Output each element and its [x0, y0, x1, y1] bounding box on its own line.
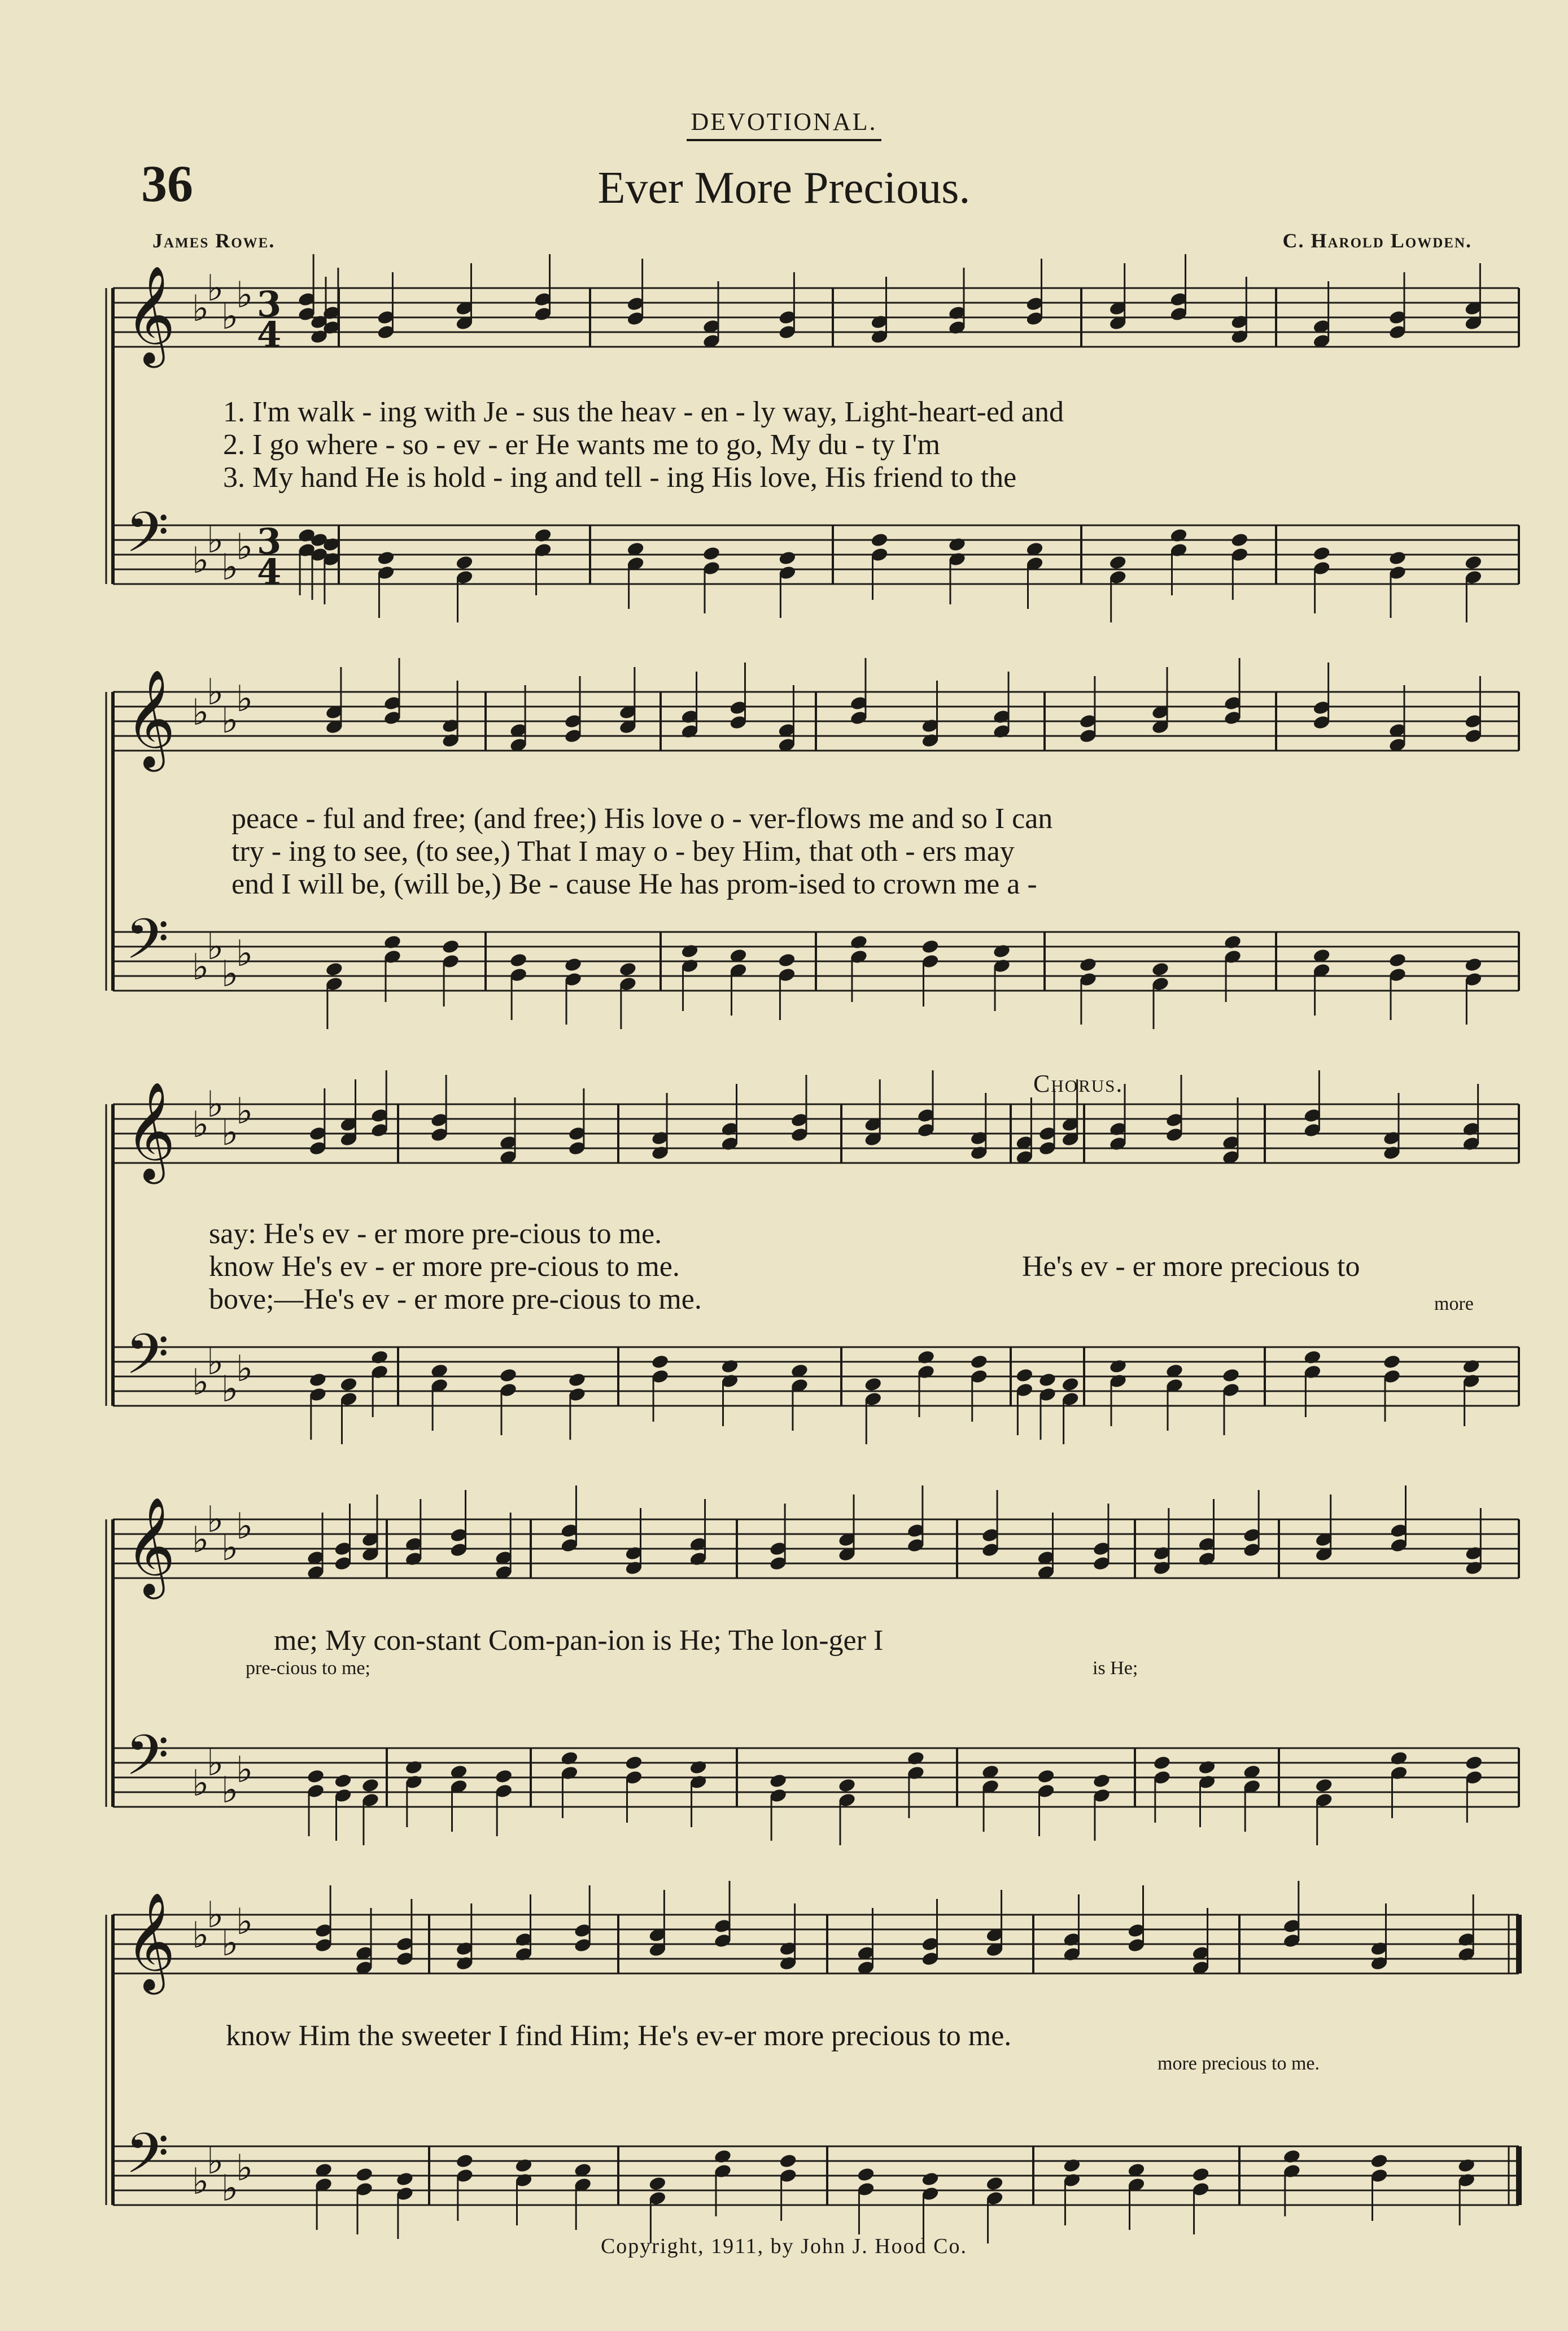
note-head: [702, 546, 720, 561]
note-head: [1230, 532, 1249, 548]
flat-sign: ♭: [221, 1770, 239, 1811]
chorus-label: Chorus.: [1033, 1070, 1124, 1097]
note-head: [383, 934, 401, 950]
time-signature-bottom: 4: [257, 314, 282, 355]
note-head: [1388, 550, 1407, 566]
note-head: [404, 1759, 423, 1775]
flat-sign: ♭: [207, 1341, 224, 1383]
flat-sign: ♭: [192, 1519, 209, 1561]
note-head: [1464, 957, 1483, 973]
lyric-system-5: know Him the sweeter I find Him; He's ev-er more precious to me.: [226, 2020, 1012, 2052]
note-head: [720, 1358, 739, 1374]
note-head: [857, 2167, 875, 2182]
flat-sign: ♭: [207, 926, 224, 968]
flat-sign: ♭: [192, 692, 209, 734]
note-head: [1108, 1358, 1127, 1374]
flat-sign: ♭: [207, 268, 224, 310]
note-head: [1198, 1759, 1216, 1775]
note-head: [689, 1759, 707, 1775]
note-head: [509, 952, 528, 968]
note-head: [370, 1349, 389, 1365]
note-head: [564, 957, 582, 973]
note-head: [495, 1768, 513, 1784]
note-head: [1388, 952, 1407, 968]
note-head: [947, 537, 966, 552]
note-head: [499, 1367, 517, 1383]
note-head: [713, 2149, 732, 2164]
note-head: [906, 1750, 925, 1766]
note-head: [361, 1777, 379, 1793]
note-head: [969, 1354, 988, 1370]
note-head: [377, 550, 395, 566]
note-head: [1061, 1376, 1080, 1392]
flat-sign: ♭: [236, 275, 254, 316]
note-head: [870, 532, 889, 548]
note-head: [1038, 1372, 1056, 1388]
note-head: [1092, 1773, 1111, 1789]
note-head: [1169, 528, 1188, 543]
flat-sign: ♭: [236, 1901, 254, 1943]
note-head: [1037, 1768, 1055, 1784]
flat-sign: ♭: [221, 296, 239, 338]
note-head: [455, 555, 474, 570]
note-head: [921, 939, 940, 955]
flat-sign: ♭: [207, 672, 224, 713]
flat-sign: ♭: [207, 1084, 224, 1126]
echo-text-system-4: pre-cious to me;: [246, 1658, 370, 1679]
lyric-verse-1-system-3: say: He's ev - er more pre-cious to me.: [209, 1218, 662, 1250]
note-head: [1224, 934, 1242, 950]
note-head: [992, 943, 1011, 959]
note-head: [618, 961, 637, 977]
note-head: [325, 961, 343, 977]
flat-sign: ♭: [221, 2168, 239, 2210]
note-head: [355, 2167, 373, 2182]
flat-sign: ♭: [207, 1499, 224, 1541]
flat-sign: ♭: [236, 1348, 254, 1390]
flat-sign: ♭: [207, 1894, 224, 1936]
flat-sign: ♭: [192, 2161, 209, 2203]
note-head: [339, 1376, 358, 1392]
lyric-verse-1-system-1: 1. I'm walk - ing with Je - sus the heav - en - ly way, Light-heart-ed and: [223, 396, 1064, 428]
note-head: [624, 1755, 643, 1771]
note-head: [916, 1349, 935, 1365]
note-head: [680, 943, 699, 959]
hymn-title: Ever More Precious.: [597, 163, 971, 213]
bass-clef: 𝄢: [125, 2121, 169, 2200]
flat-sign: ♭: [192, 1915, 209, 1957]
note-head: [837, 1777, 856, 1793]
note-head: [1464, 555, 1483, 570]
note-head: [778, 550, 797, 566]
note-head: [1221, 1367, 1240, 1383]
treble-clef: 𝄞: [125, 1082, 176, 1180]
note-head: [442, 939, 460, 955]
flat-sign: ♭: [192, 1763, 209, 1805]
note-head: [567, 1372, 586, 1388]
echo-text-system-4b: is He;: [1093, 1658, 1138, 1679]
note-head: [1063, 2158, 1081, 2173]
flat-sign: ♭: [221, 1527, 239, 1569]
note-head: [1390, 1750, 1408, 1766]
note-head: [1312, 546, 1331, 561]
note-head: [1078, 957, 1097, 973]
note-head: [334, 1773, 352, 1789]
note-head: [1370, 2153, 1388, 2169]
note-head: [1108, 555, 1127, 570]
note-head: [1015, 1367, 1034, 1383]
note-head: [1457, 2158, 1476, 2173]
lyricist-credit: James Rowe.: [152, 229, 276, 252]
echo-text-system-5: more precious to me.: [1158, 2053, 1320, 2074]
treble-clef: 𝄞: [125, 1892, 176, 1990]
flat-sign: ♭: [221, 1112, 239, 1154]
time-signature-bottom: 4: [257, 551, 282, 592]
flat-sign: ♭: [236, 1749, 254, 1791]
note-head: [650, 1354, 669, 1370]
bass-clef: 𝄢: [125, 1322, 169, 1401]
note-head: [1152, 1755, 1171, 1771]
note-head: [306, 1768, 325, 1784]
flat-sign: ♭: [236, 933, 254, 975]
lyric-verse-3-system-1: 3. My hand He is hold - ing and tell - ing His love, His friend to the: [223, 461, 1017, 494]
flat-sign: ♭: [207, 520, 224, 561]
bass-clef: 𝄢: [125, 1723, 169, 1802]
flat-sign: ♭: [221, 547, 239, 589]
flat-sign: ♭: [207, 1742, 224, 1784]
note-head: [1382, 1354, 1401, 1370]
lyric-verse-3-system-3: bove;—He's ev - er more pre-cious to me.: [209, 1283, 702, 1315]
flat-sign: ♭: [221, 953, 239, 995]
lyric-verse-1-system-2: peace - ful and free; (and free;) His love o - ver-flows me and so I can: [232, 803, 1053, 835]
composer-credit: C. Harold Lowden.: [1282, 229, 1472, 252]
note-head: [1465, 1755, 1483, 1771]
lyric-verse-2-system-1: 2. I go where - so - ev - er He wants me to go, My du - ty I'm: [223, 429, 941, 461]
lyric-verse-2-system-3: know He's ev - er more pre-cious to me.: [209, 1251, 680, 1283]
flat-sign: ♭: [236, 2147, 254, 2189]
flat-sign: ♭: [221, 1923, 239, 1964]
lyric-verse-3-system-2: end I will be, (will be,) Be - cause He has prom-ised to crown me a -: [232, 868, 1037, 900]
note-head: [921, 2171, 940, 2187]
note-head: [1462, 1358, 1480, 1374]
note-head: [778, 952, 796, 968]
flat-sign: ♭: [192, 288, 209, 330]
treble-clef: 𝄞: [125, 669, 176, 768]
note-head: [534, 528, 552, 543]
flat-sign: ♭: [236, 1506, 254, 1548]
note-head: [455, 2153, 474, 2169]
note-head: [849, 934, 868, 950]
treble-clef: 𝄞: [125, 265, 176, 364]
note-head: [648, 2176, 667, 2191]
flat-sign: ♭: [192, 540, 209, 582]
time-signature-top: 3: [257, 521, 282, 562]
flat-sign: ♭: [221, 1369, 239, 1410]
chorus-echo-text: more: [1434, 1293, 1474, 1314]
lyric-verse-2-system-2: try - ing to see, (to see,) That I may o - bey Him, that oth - ers may: [232, 835, 1015, 868]
note-head: [1191, 2167, 1210, 2182]
flat-sign: ♭: [207, 2141, 224, 2182]
flat-sign: ♭: [192, 1362, 209, 1404]
flat-sign: ♭: [192, 947, 209, 988]
flat-sign: ♭: [236, 1091, 254, 1132]
note-head: [395, 2171, 414, 2187]
note-head: [514, 2158, 533, 2173]
treble-clef: 𝄞: [125, 1497, 176, 1595]
note-head: [1314, 1777, 1333, 1793]
note-head: [1151, 961, 1169, 977]
bass-clef: 𝄢: [125, 907, 169, 986]
flat-sign: ♭: [221, 700, 239, 742]
flat-sign: ♭: [192, 1104, 209, 1146]
note-head: [1303, 1349, 1322, 1365]
note-head: [864, 1376, 883, 1392]
note-head: [1282, 2149, 1301, 2164]
section-header: DEVOTIONAL.: [0, 107, 1568, 136]
note-head: [769, 1773, 788, 1789]
hymn-number: 36: [141, 155, 193, 212]
copyright-notice: Copyright, 1911, by John J. Hood Co.: [600, 2234, 968, 2258]
lyric-system-4: me; My con-stant Com-pan-ion is He; The lon-ger I: [274, 1624, 884, 1657]
flat-sign: ♭: [236, 526, 254, 568]
flat-sign: ♭: [236, 678, 254, 720]
note-head: [560, 1750, 579, 1766]
bass-clef: 𝄢: [125, 500, 169, 579]
note-head: [779, 2153, 797, 2169]
note-head: [308, 1372, 327, 1388]
time-signature-top: 3: [257, 284, 282, 325]
chorus-lyric: He's ev - er more precious to: [1022, 1251, 1360, 1283]
note-head: [985, 2176, 1004, 2191]
